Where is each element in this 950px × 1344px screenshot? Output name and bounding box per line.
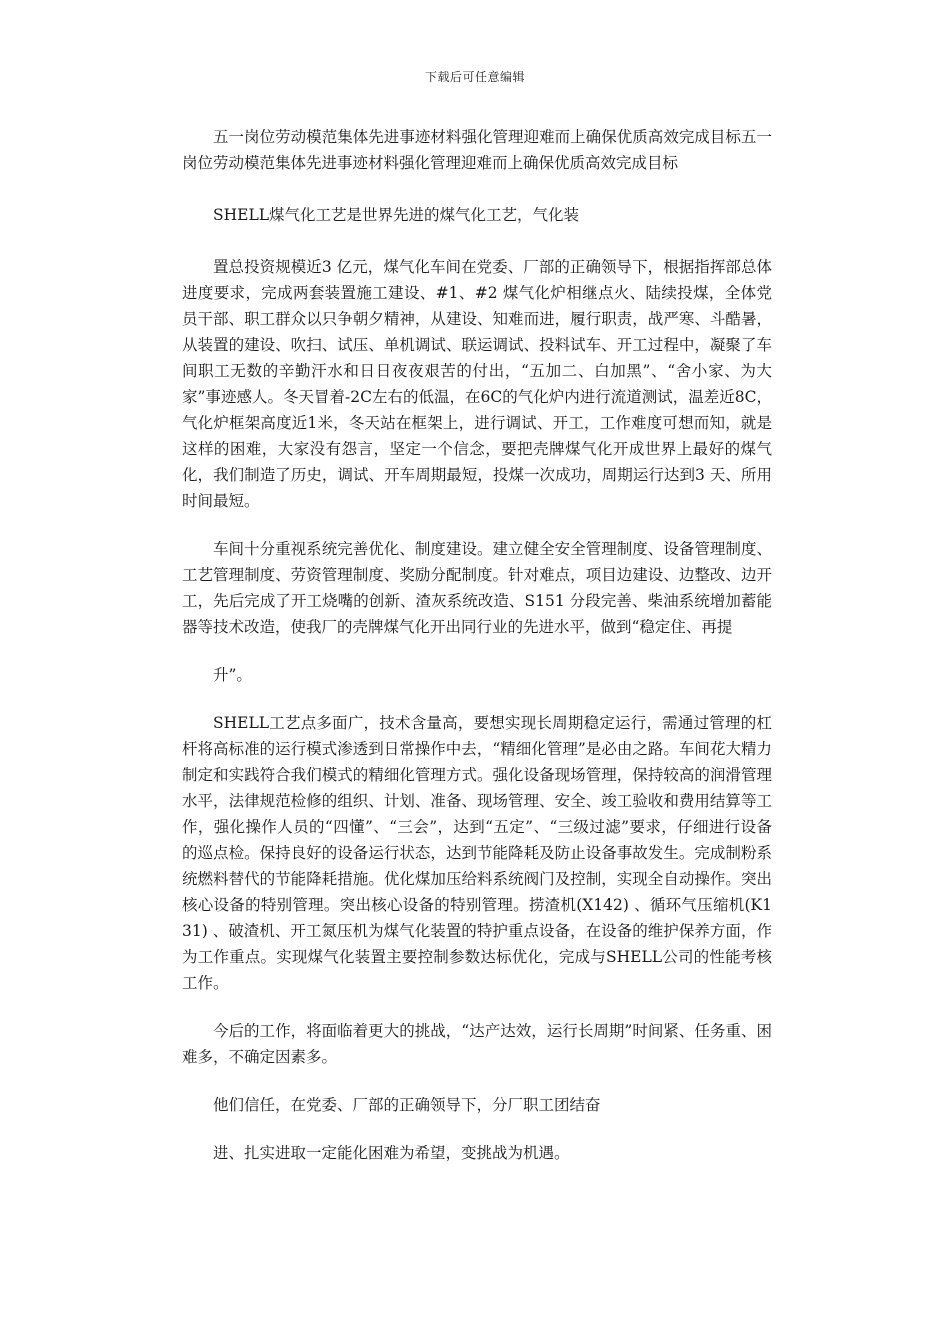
document-body xyxy=(182,124,772,1188)
paragraph-future: 今后的工作，将面临着更大的挑战，“达产达效，运行长周期”时间紧、任务重、困难多，不确定因素多。 xyxy=(182,1022,772,1066)
paragraph-construction: 置总投资规模近3 亿元，煤气化车间在党委、厂部的正确领导下，根据指挥部总体进度要求，完成两套装置施工建设、#1、#2 煤气化炉相继点火、陆续投煤，全体党员干部、职工群众以只争朝夕精神，从建设、知难而进，履行职责，战严寒、斗酷暑，从装置的建设、吹扫、试压、单机调试、联运调试、投料试车、开工过程中，凝聚了车间职工无数的辛勤汗水和日日夜夜艰苦的付出，“五加二、白加黑”、“舍小家、为大家”事迹感人。冬天冒着-2C左右的低温，在6C的气化炉内进行流道测试，温差近8C，气化炉框架高度近1米，冬天站在框架上，进行调试、开工，工作难度可想而知，就是这样的困难，大家没有怨言，坚定一个信念，要把壳牌煤气化开成世界上最好的煤气化，我们制造了历史，调试、开车周期最短，投煤一次成功，周期运行达到3 天、所用时间最短。 xyxy=(182,258,772,510)
paragraph-systems-end: 升”。 xyxy=(213,666,252,684)
paragraph-systems: 车间十分重视系统完善优化、制度建设。建立健全安全管理制度、设备管理制度、工艺管理制度、劳资管理制度、奖励分配制度。针对难点，项目边建设、边整改、边开工，先后完成了开工烧嘴的创新、渣灰系统改造、S151 分段完善、柴油系统增加蓄能器等技术改造，使我厂的壳牌煤气化开出同行业的先进水平，做到“稳定住、再提 xyxy=(182,540,772,636)
paragraph-management: SHELL工艺点多面广，技术含量高，要想实现长周期稳定运行，需通过管理的杠杆将高标准的运行模式渗透到日常操作中去，“精细化管理”是必由之路。车间花大精力制定和实践符合我们模式的精细化管理方式。强化设备现场管理，保持较高的润滑管理水平，法律规范检修的组织、计划、准备、现场管理、安全、竣工验收和费用结算等工作，强化操作人员的“四懂”、“三会”，达到“五定”、“三级过滤”要求，仔细进行设备的巡点检。保持良好的设备运行状态，达到节能降耗及防止设备事故发生。完成制粉系统燃料替代的节能降耗措施。优化煤加压给料系统阀门及控制，实现全自动操作。突出核心设备的特别管理。突出核心设备的特别管理。捞渣机(X142) 、循环气压缩机(K131) 、破渣机、开工氮压机为煤气化装置的特护重点设备，在设备的维护保养方面，作为工作重点。实现煤气化装置主要控制参数达标优化，完成与SHELL公司的性能考核工作。 xyxy=(182,714,772,992)
header-note: 下载后可任意编辑 xyxy=(424,70,525,84)
paragraph-intro: SHELL煤气化工艺是世界先进的煤气化工艺，气化装 xyxy=(213,206,580,224)
paragraph-closing: 进、扎实进取一定能化困难为希望，变挑战为机遇。 xyxy=(213,1144,570,1162)
paragraph-title: 五一岗位劳动模范集体先进事迹材料强化管理迎难而上确保优质高效完成目标五一岗位劳动模范集体先进事迹材料强化管理迎难而上确保优质高效完成目标 xyxy=(182,128,772,172)
paragraph-trust: 他们信任，在党委、厂部的正确领导下，分厂职工团结奋 xyxy=(213,1096,601,1114)
